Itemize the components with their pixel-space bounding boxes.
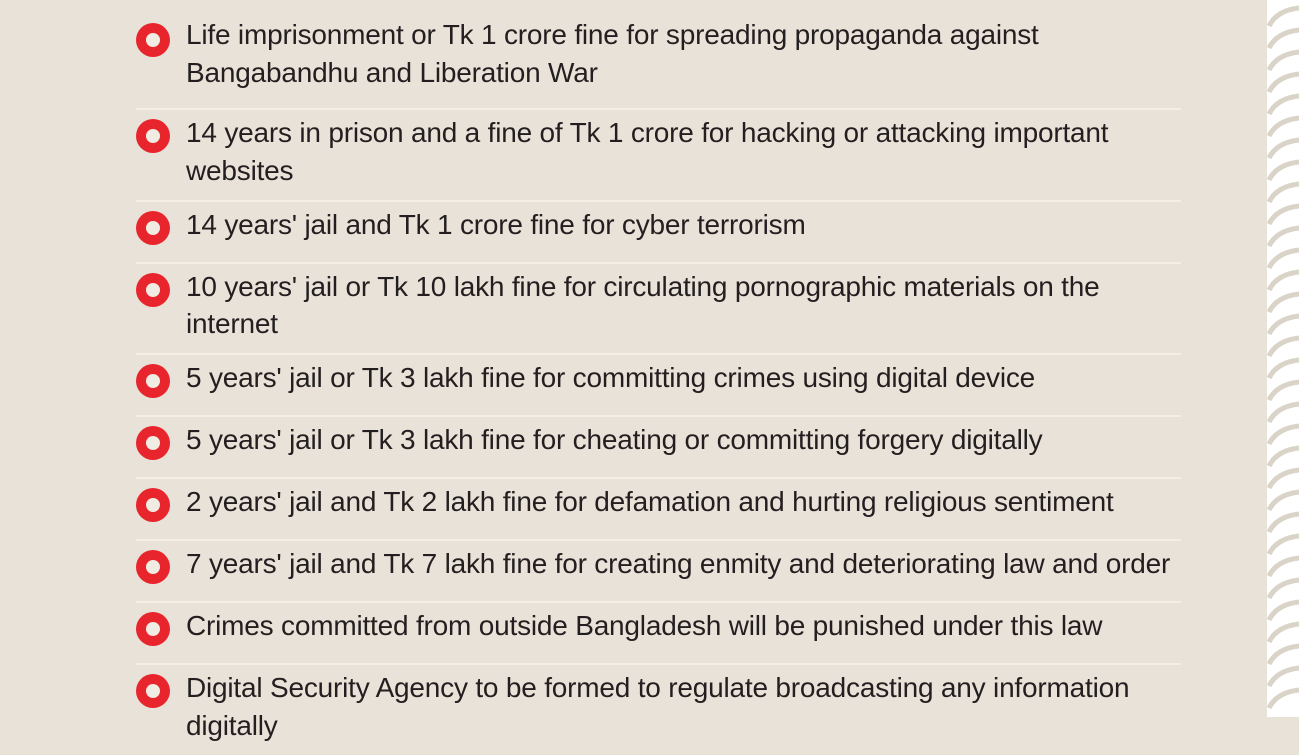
bullet-ring-icon bbox=[136, 426, 170, 460]
list-item bbox=[136, 110, 1181, 202]
list-item-text: 5 years' jail or Tk 3 lakh fine for cheating or committing forgery digitally bbox=[186, 424, 1043, 456]
bullet-ring-icon bbox=[136, 550, 170, 584]
list-item-text: 7 years' jail and Tk 7 lakh fine for creating enmity and deteriorating law and order bbox=[186, 548, 1171, 580]
bullet-ring-icon bbox=[136, 364, 170, 398]
list-item bbox=[136, 202, 1181, 264]
list-item bbox=[136, 14, 1181, 110]
list-item-text: 14 years' jail and Tk 1 crore fine for cyber terrorism bbox=[186, 208, 806, 240]
spiral-binding-icon bbox=[1267, 0, 1299, 717]
bullet-ring-icon bbox=[136, 273, 170, 307]
list-item-text: 5 years' jail or Tk 3 lakh fine for committing crimes using digital device bbox=[186, 362, 1036, 394]
list-item-text: Crimes committed from outside Bangladesh will be punished under this law bbox=[186, 610, 1103, 642]
bullet-ring-icon bbox=[136, 674, 170, 708]
list-item bbox=[136, 355, 1181, 417]
list-item bbox=[136, 479, 1181, 541]
bullet-ring-icon bbox=[136, 23, 170, 57]
list-item bbox=[136, 541, 1181, 603]
provisions-list bbox=[136, 14, 1181, 755]
list-item-text: Life imprisonment or Tk 1 crore fine for spreading propaganda against Bangabandhu and Liberation War bbox=[186, 19, 1039, 88]
list-item-text: 14 years in prison and a fine of Tk 1 crore for hacking or attacking important websites bbox=[186, 117, 1109, 186]
list-item-text: 10 years' jail or Tk 10 lakh fine for circulating pornographic materials on the internet bbox=[186, 270, 1100, 340]
list-item bbox=[136, 264, 1181, 356]
list-item bbox=[136, 665, 1181, 755]
bullet-ring-icon bbox=[136, 612, 170, 646]
list-item-text: 2 years' jail and Tk 2 lakh fine for defamation and hurting religious sentiment bbox=[186, 486, 1114, 518]
list-item bbox=[136, 417, 1181, 479]
bullet-ring-icon bbox=[136, 488, 170, 522]
bullet-ring-icon bbox=[136, 119, 170, 153]
list-item bbox=[136, 603, 1181, 665]
list-item-text: Digital Security Agency to be formed to regulate broadcasting any information digitally bbox=[186, 672, 1130, 741]
bullet-ring-icon bbox=[136, 211, 170, 245]
